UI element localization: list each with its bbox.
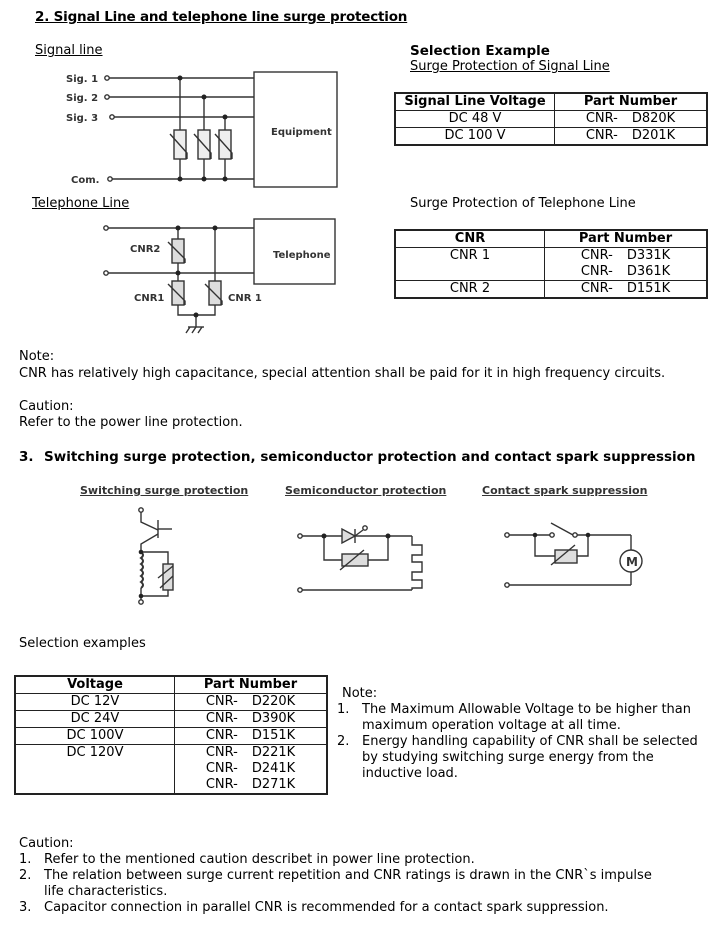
caution-item: 1. Refer to the mentioned caution describet in power line protection. bbox=[19, 852, 475, 867]
caution-item: 3. Capacitor connection in parallel CNR is recommended for a contact spark suppression. bbox=[19, 900, 609, 915]
caution-text: Refer to the power line protection. bbox=[19, 415, 243, 430]
note-item: 2. Energy handling capability of CNR shall be selected by studying switching surge energy from the inductive load. bbox=[337, 734, 698, 781]
cnr2-label: CNR2 bbox=[130, 244, 161, 255]
telephone-example-title: Surge Protection of Telephone Line bbox=[410, 196, 636, 211]
section-3-caution bbox=[19, 836, 659, 916]
caution-item: 2. The relation between surge current repetition and CNR ratings is drawn in the CNR`s impulse life characteristics. bbox=[19, 868, 652, 899]
semiconductor-circuit-diagram bbox=[290, 520, 440, 600]
signal-line-selection-table bbox=[394, 92, 708, 146]
col-header-part-number: Part Number bbox=[555, 93, 708, 111]
signal-line-heading: Signal line bbox=[35, 43, 103, 58]
signal-line-circuit-diagram bbox=[60, 62, 350, 192]
telephone-label: Telephone bbox=[273, 250, 331, 261]
sig2-label: Sig. 2 bbox=[66, 93, 99, 104]
contact-spark-circuit-diagram bbox=[495, 515, 655, 600]
caution-label: Caution: bbox=[19, 836, 74, 851]
selection-example-subtitle: Surge Protection of Signal Line bbox=[410, 59, 610, 74]
telephone-line-heading: Telephone Line bbox=[32, 196, 130, 211]
col-header-voltage: Voltage bbox=[15, 676, 175, 694]
col-header-cnr: CNR bbox=[395, 230, 545, 248]
col-header-part-number: Part Number bbox=[545, 230, 708, 248]
col-header-part-number: Part Number bbox=[175, 676, 328, 694]
cnr1-left-label: CNR1 bbox=[134, 293, 165, 304]
motor-label: M bbox=[626, 555, 638, 569]
note-text: CNR has relatively high capacitance, special attention shall be paid for it in high frequency circuits. bbox=[19, 366, 666, 381]
caution-label: Caution: bbox=[19, 399, 74, 414]
col-header-voltage: Signal Line Voltage bbox=[395, 93, 555, 111]
note-label: Note: bbox=[19, 349, 55, 364]
selection-examples-label: Selection examples bbox=[19, 636, 146, 651]
cnr1-right-label: CNR 1 bbox=[228, 293, 262, 304]
telephone-line-selection-table bbox=[394, 229, 708, 299]
switching-surge-circuit-diagram bbox=[120, 500, 190, 610]
section-3-note bbox=[337, 686, 707, 782]
table-row: DC 120V CNR- D221K CNR- D241K CNR- D271K bbox=[15, 745, 327, 795]
table-row: DC 100V CNR- D151K bbox=[15, 728, 327, 745]
table-row: CNR 1 CNR- D331K CNR- D361K bbox=[395, 248, 707, 281]
selection-example-title: Selection Example bbox=[410, 43, 550, 59]
telephone-line-circuit-diagram bbox=[90, 215, 340, 340]
equipment-label: Equipment bbox=[271, 127, 332, 138]
section-3-title: 3. Switching surge protection, semiconductor protection and contact spark suppression bbox=[19, 449, 696, 465]
note-label: Note: bbox=[342, 686, 378, 701]
section-2-title: 2. Signal Line and telephone line surge protection bbox=[35, 9, 408, 25]
com-label: Com. bbox=[71, 175, 100, 186]
switching-selection-table bbox=[14, 675, 328, 795]
diagram-title-semiconductor: Semiconductor protection bbox=[285, 484, 447, 497]
diagram-title-contact-spark: Contact spark suppression bbox=[482, 484, 648, 497]
table-row: CNR 2 CNR- D151K bbox=[395, 281, 707, 299]
table-row: DC 48 V CNR- D820K bbox=[395, 111, 707, 128]
sig3-label: Sig. 3 bbox=[66, 113, 99, 124]
table-row: DC 100 V CNR- D201K bbox=[395, 128, 707, 146]
sig1-label: Sig. 1 bbox=[66, 74, 99, 85]
table-row: DC 24V CNR- D390K bbox=[15, 711, 327, 728]
diagram-title-switching: Switching surge protection bbox=[80, 484, 249, 497]
note-item: 1. The Maximum Allowable Voltage to be higher than maximum operation voltage at all time. bbox=[337, 702, 691, 733]
table-row: DC 12V CNR- D220K bbox=[15, 694, 327, 711]
